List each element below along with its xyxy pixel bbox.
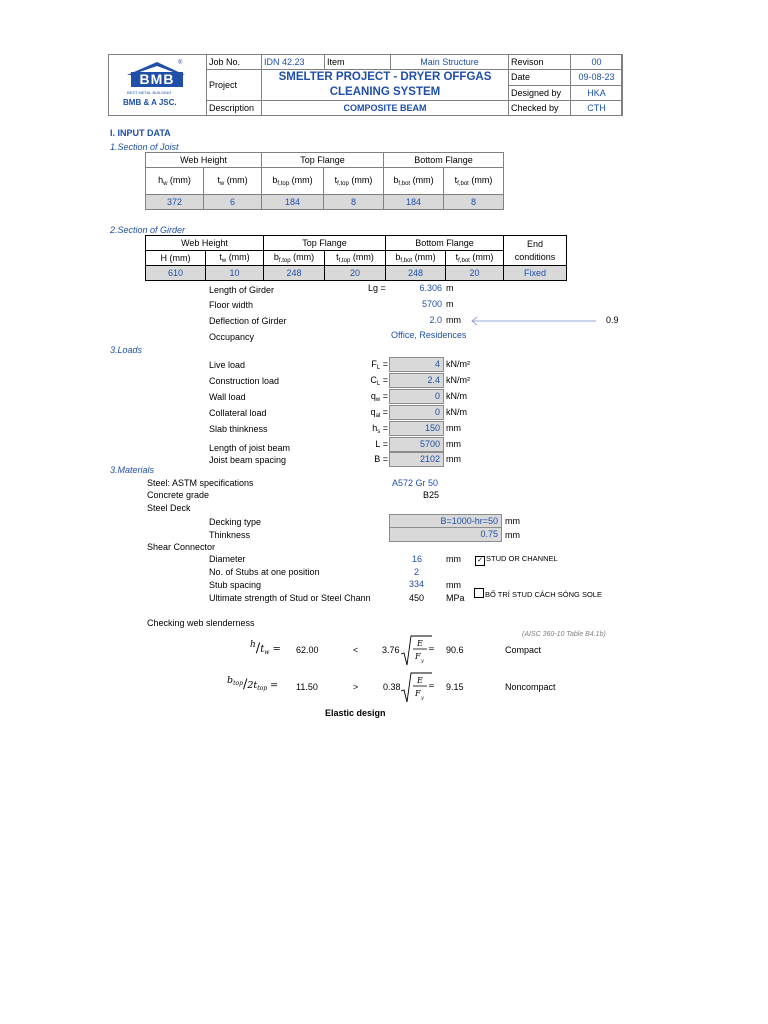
svg-text:y: y — [421, 695, 424, 701]
floor-width-value[interactable]: 5700 — [421, 299, 442, 309]
deflection-label: Deflection of Girder — [209, 316, 287, 326]
svg-text:=: = — [428, 644, 435, 653]
steel-spec-value[interactable]: A572 Gr 50 — [392, 478, 439, 488]
deck-thickness-value[interactable]: 0.75 — [389, 527, 502, 542]
joist-bfbot-header: $b_{f,bot}$ (mm) — [384, 168, 444, 195]
designed-by-value: HKA — [571, 85, 623, 101]
stud-stagger-checkbox[interactable] — [474, 588, 602, 599]
btop-over-2ttop-operator: > — [353, 682, 359, 692]
revision-value: 00 — [571, 55, 623, 70]
h-over-tw-operator: < — [353, 645, 359, 655]
item-value: Main Structure — [391, 55, 509, 70]
girder-h-header: H (mm) — [146, 251, 206, 266]
girder-length-symbol: Lg = — [368, 283, 386, 293]
project-label: Project — [207, 70, 262, 101]
load-symbol-letter: C — [370, 375, 377, 385]
joist-top-flange-header: Top Flange — [262, 153, 384, 168]
load-unit: kN/m — [446, 391, 467, 401]
sqrt-e-over-fy-icon — [400, 671, 434, 705]
girder-length-unit: m — [446, 283, 454, 293]
girder-bfbot-value[interactable]: 248 — [386, 266, 446, 281]
design-conclusion: Elastic design — [325, 708, 386, 718]
decking-type-label: Decking type — [209, 517, 262, 527]
project-value: SMELTER PROJECT - DRYER OFFGAS CLEANING SYSTEM — [262, 70, 509, 101]
shear-connector-label: Shear Connector — [147, 542, 216, 552]
btop-over-2ttop-value: 11.50 — [296, 682, 318, 692]
load-symbol: $C_L$ = — [370, 375, 388, 387]
h-over-tw-limit: 90.6 — [446, 645, 464, 655]
stud-or-channel-label: STUD OR CHANNEL — [486, 554, 558, 563]
section-input-data: I. INPUT DATA — [110, 128, 171, 138]
load-label: Live load — [209, 360, 246, 370]
stud-or-channel-checkbox[interactable] — [475, 554, 558, 566]
joist-bftop-header: $b_{f,top}$ (mm) — [262, 168, 324, 195]
decking-type-value[interactable]: B=1000-hr=50 — [389, 514, 502, 529]
load-unit: kN/m² — [446, 375, 470, 385]
svg-text:F: F — [415, 689, 421, 698]
load-symbol: $q_w$ = — [370, 391, 388, 403]
girder-h-value[interactable]: 610 — [146, 266, 206, 281]
concrete-grade-label: Concrete grade — [147, 490, 210, 500]
job-no-label: Job No. — [207, 55, 262, 70]
btop-over-2ttop-result: Noncompact — [505, 682, 556, 692]
joist-tfbot-header: $t_{f,bot}$ (mm) — [444, 168, 504, 195]
load-symbol: L = — [375, 439, 388, 449]
girder-section-title: 2.Section of Girder — [110, 225, 186, 235]
girder-tftop-header: $t_{f,top}$ (mm) — [325, 251, 386, 266]
load-symbol-subscript: L — [376, 365, 381, 371]
stud-diameter-value[interactable]: 16 — [412, 554, 423, 564]
aisc-reference: (AISC 360-10 Table B4.1b) — [522, 631, 606, 638]
company-name: BMB & A JSC. — [123, 98, 177, 107]
header-table — [206, 54, 623, 116]
checked-by-label: Checked by — [509, 101, 571, 116]
load-symbol-subscript: s — [377, 429, 381, 435]
load-label: Construction load — [209, 376, 280, 386]
load-symbol: $h_s$ = — [372, 423, 388, 435]
load-label: Joist beam spacing — [209, 455, 287, 465]
checked-by-value: CTH — [571, 101, 623, 116]
girder-bottom-flange-header: Bottom Flange — [386, 236, 504, 251]
load-label: Collateral load — [209, 408, 267, 418]
joist-tfbot-value[interactable]: 8 — [444, 195, 504, 210]
svg-text:E: E — [417, 676, 423, 685]
girder-length-value[interactable]: 6.306 — [419, 283, 442, 293]
revision-label: Revison — [509, 55, 571, 70]
joist-tftop-value[interactable]: 8 — [324, 195, 384, 210]
loads-title: 3.Loads — [110, 345, 143, 355]
joist-web-height-header: Web Height — [146, 153, 262, 168]
floor-width-label: Floor width — [209, 300, 254, 310]
load-value-input[interactable]: 2102 — [389, 452, 444, 467]
joist-bottom-flange-header: Bottom Flange — [384, 153, 504, 168]
joist-tw-value[interactable]: 6 — [204, 195, 262, 210]
load-symbol: B = — [374, 454, 388, 464]
load-symbol-subscript: w — [375, 397, 381, 403]
load-symbol-letter: F — [371, 359, 377, 369]
deflection-unit: mm — [446, 315, 461, 325]
girder-tftop-value[interactable]: 20 — [325, 266, 386, 281]
ultimate-strength-label: Ultimate strength of Stud or Steel Chann — [209, 593, 371, 603]
checkmark-icon: ✓ — [475, 556, 485, 566]
girder-bfbot-header: $b_{f,bot}$ (mm) — [386, 251, 446, 266]
occupancy-label: Occupancy — [209, 332, 255, 342]
logo-tagline: BEST METAL BUILDING — [127, 90, 172, 95]
girder-bftop-header: $b_{f,top}$ (mm) — [264, 251, 325, 266]
stub-spacing-value[interactable]: 334 — [409, 579, 425, 589]
load-value-input[interactable]: 5700 — [389, 437, 444, 452]
load-value-input[interactable]: 2.4 — [389, 373, 444, 388]
deflection-value[interactable]: 2.0 — [429, 315, 442, 325]
joist-bfbot-value[interactable]: 184 — [384, 195, 444, 210]
logo-registered-mark: ® — [178, 60, 183, 66]
load-label: Length of joist beam — [209, 443, 291, 453]
date-value: 09-08-23 — [571, 70, 623, 86]
occupancy-value[interactable]: Office, Residences — [391, 330, 467, 340]
load-label: Wall load — [209, 392, 246, 402]
logo-mark: BMB — [131, 72, 183, 87]
svg-text:F: F — [415, 652, 421, 661]
girder-end-conditions-header: End conditions — [504, 236, 567, 266]
h-over-tw-coefficient: 3.76 — [382, 645, 400, 655]
load-symbol-subscript: al — [375, 413, 381, 419]
btop-over-2ttop-limit: 9.15 — [446, 682, 464, 692]
load-unit: kN/m² — [446, 359, 470, 369]
materials-title: 3.Materials — [110, 465, 155, 475]
load-unit: mm — [446, 439, 461, 449]
svg-text:=: = — [428, 681, 435, 690]
load-unit: kN/m — [446, 407, 467, 417]
load-symbol: $F_L$ = — [371, 359, 388, 371]
btop-over-2ttop-coefficient: 0.38 — [383, 682, 401, 692]
girder-length-label: Length of Girder — [209, 285, 275, 295]
load-symbol-subscript: L — [376, 381, 381, 387]
svg-text:E: E — [417, 639, 423, 648]
girder-tfbot-value[interactable]: 20 — [446, 266, 504, 281]
stubs-per-position-value[interactable]: 2 — [414, 567, 420, 577]
joist-hw-header: $h_w$ (mm) — [146, 168, 204, 195]
girder-table — [145, 235, 567, 281]
stub-spacing-label: Stub spacing — [209, 580, 262, 590]
designed-by-label: Designed by — [509, 85, 571, 101]
company-logo — [109, 55, 206, 115]
sqrt-e-over-fy-icon — [400, 634, 434, 668]
girder-tw-value[interactable]: 10 — [206, 266, 264, 281]
load-value-input[interactable]: 0 — [389, 389, 444, 404]
deflection-limit: 0.9 — [606, 315, 619, 325]
ultimate-strength-unit: MPa — [446, 593, 465, 603]
deck-thickness-unit: mm — [505, 530, 520, 540]
girder-tfbot-header: $t_{f,bot}$ (mm) — [446, 251, 504, 266]
joist-bftop-value[interactable]: 184 — [262, 195, 324, 210]
load-symbol-letter: q — [370, 407, 376, 417]
h-over-tw-value: 62.00 — [296, 645, 319, 655]
job-no-value: IDN 42.23 — [262, 55, 325, 70]
load-value-input[interactable]: 0 — [389, 405, 444, 420]
load-unit: mm — [446, 454, 461, 464]
stud-stagger-label: BỐ TRÍ STUD CÁCH SÓNG SOLE — [485, 590, 602, 599]
stud-diameter-label: Diameter — [209, 554, 246, 564]
btop-over-2ttop-formula: $b_{top}/2t_{top}$ = — [227, 675, 279, 692]
load-value-input[interactable]: 4 — [389, 357, 444, 372]
load-symbol-letter: h — [372, 423, 378, 433]
girder-top-flange-header: Top Flange — [264, 236, 386, 251]
girder-tw-header: $t_w$ (mm) — [206, 251, 264, 266]
load-label: Slab thinkness — [209, 424, 268, 434]
load-symbol: $q_{al}$ = — [370, 407, 388, 419]
joist-tftop-header: $t_{f,top}$ (mm) — [324, 168, 384, 195]
stud-diameter-unit: mm — [446, 554, 461, 564]
steel-deck-label: Steel Deck — [147, 503, 191, 513]
date-label: Date — [509, 70, 571, 86]
decking-type-unit: mm — [505, 516, 520, 526]
load-value-input[interactable]: 150 — [389, 421, 444, 436]
concrete-grade-value[interactable]: B25 — [423, 490, 440, 500]
load-symbol-letter: q — [370, 391, 376, 401]
slenderness-title: Checking web slenderness — [147, 618, 255, 628]
girder-web-height-header: Web Height — [146, 236, 264, 251]
checkbox-empty-icon — [474, 588, 484, 598]
description-value: COMPOSITE BEAM — [262, 101, 509, 116]
h-over-tw-result: Compact — [505, 645, 542, 655]
deflection-arrow-icon — [468, 316, 598, 326]
joist-section-title: 1.Section of Joist — [110, 142, 179, 152]
joist-table — [145, 152, 504, 210]
ultimate-strength-value[interactable]: 450 — [409, 593, 425, 603]
stubs-per-position-label: No. of Stubs at one position — [209, 567, 320, 577]
joist-tw-header: $t_w$ (mm) — [204, 168, 262, 195]
deck-thickness-label: Thinkness — [209, 530, 251, 540]
floor-width-unit: m — [446, 299, 454, 309]
load-symbol-letter: B — [374, 454, 381, 464]
stub-spacing-unit: mm — [446, 580, 461, 590]
joist-hw-value[interactable]: 372 — [146, 195, 204, 210]
load-unit: mm — [446, 423, 461, 433]
steel-spec-label: Steel: ASTM specifications — [147, 478, 254, 488]
girder-end-condition-value[interactable]: Fixed — [504, 266, 567, 281]
girder-bftop-value[interactable]: 248 — [264, 266, 325, 281]
h-over-tw-formula: $h/t_w$ = — [250, 640, 281, 656]
description-label: Description — [207, 101, 262, 116]
load-symbol-letter: L — [375, 439, 381, 449]
item-label: Item — [325, 55, 391, 70]
svg-text:y: y — [421, 658, 424, 664]
